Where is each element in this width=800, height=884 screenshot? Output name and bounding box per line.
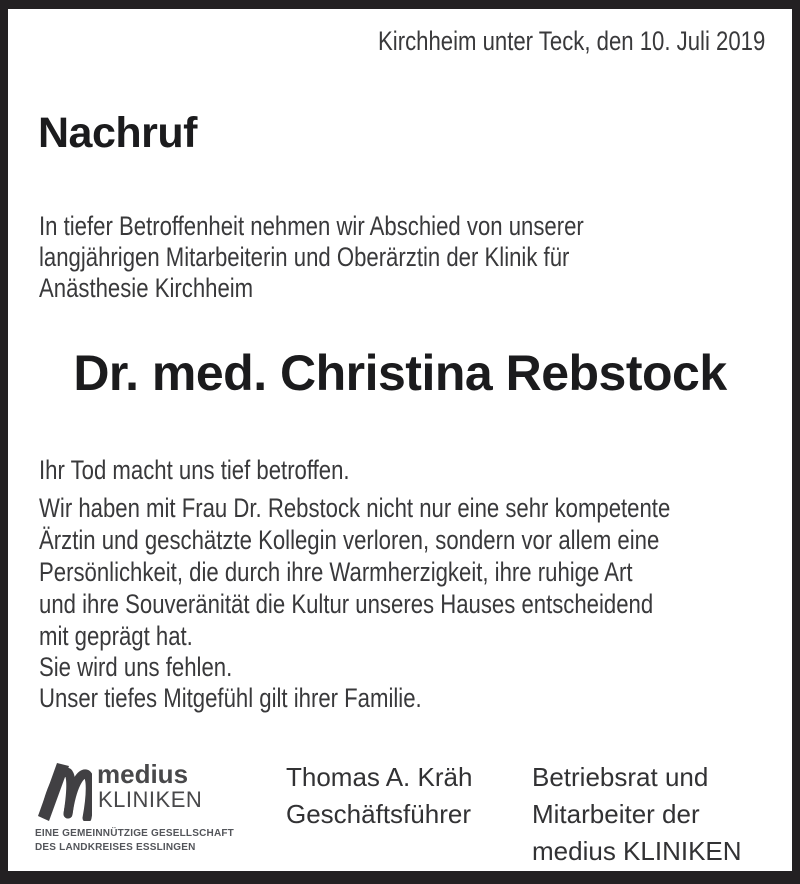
signature-role: Geschäftsführer	[286, 799, 471, 829]
condolence-paragraph-1: Ihr Tod macht uns tief betroffen.	[39, 455, 350, 485]
intro-line: langjährigen Mitarbeiterin und Oberärztin der Klinik für	[39, 242, 570, 272]
logo-tagline-line: EINE GEMEINNÜTZIGE GESELLSCHAFT	[35, 828, 234, 839]
body-line: mit geprägt hat.	[39, 621, 193, 651]
obituary-title: Nachruf	[38, 109, 197, 157]
body-line: Ärztin und geschätzte Kollegin verloren, sondern vor allem eine	[39, 525, 660, 555]
logo-tagline-line: DES LANDKREISES ESSLINGEN	[35, 842, 196, 853]
dateline-text: Kirchheim unter Teck, den 10. Juli 2019	[377, 26, 765, 56]
signature-line: medius KLINIKEN	[532, 836, 742, 866]
body-line: Wir haben mit Frau Dr. Rebstock nicht nur eine sehr kompetente	[39, 493, 671, 523]
intro-line: Anästhesie Kirchheim	[39, 273, 254, 303]
logo-brand-subname: KLINIKEN	[98, 787, 203, 812]
intro-line: In tiefer Betroffenheit nehmen wir Abschied von unserer	[39, 211, 584, 241]
body-line: und ihre Souveränität die Kultur unseres Hauses entscheidend	[39, 589, 654, 619]
body-line: Persönlichkeit, die durch ihre Warmherzigkeit, ihre ruhige Art	[39, 557, 633, 587]
signature-left	[286, 759, 472, 833]
medius-m-logo-icon	[36, 763, 92, 821]
deceased-name: Dr. med. Christina Rebstock	[73, 345, 727, 401]
condolence-paragraph-3: Sie wird uns fehlen.	[39, 652, 233, 682]
dateline	[293, 25, 765, 57]
obituary-card	[8, 9, 792, 871]
signature-name: Thomas A. Kräh	[286, 762, 473, 792]
condolence-paragraph-4: Unser tiefes Mitgefühl gilt ihrer Familie.	[39, 683, 422, 713]
signature-right	[532, 759, 742, 870]
signature-line: Mitarbeiter der	[532, 799, 700, 829]
logo-brand-name: medius	[97, 759, 189, 789]
condolence-paragraph-2	[39, 492, 800, 652]
logo-tagline	[35, 827, 234, 855]
signature-line: Betriebsrat und	[532, 762, 709, 792]
intro-paragraph	[39, 211, 703, 304]
